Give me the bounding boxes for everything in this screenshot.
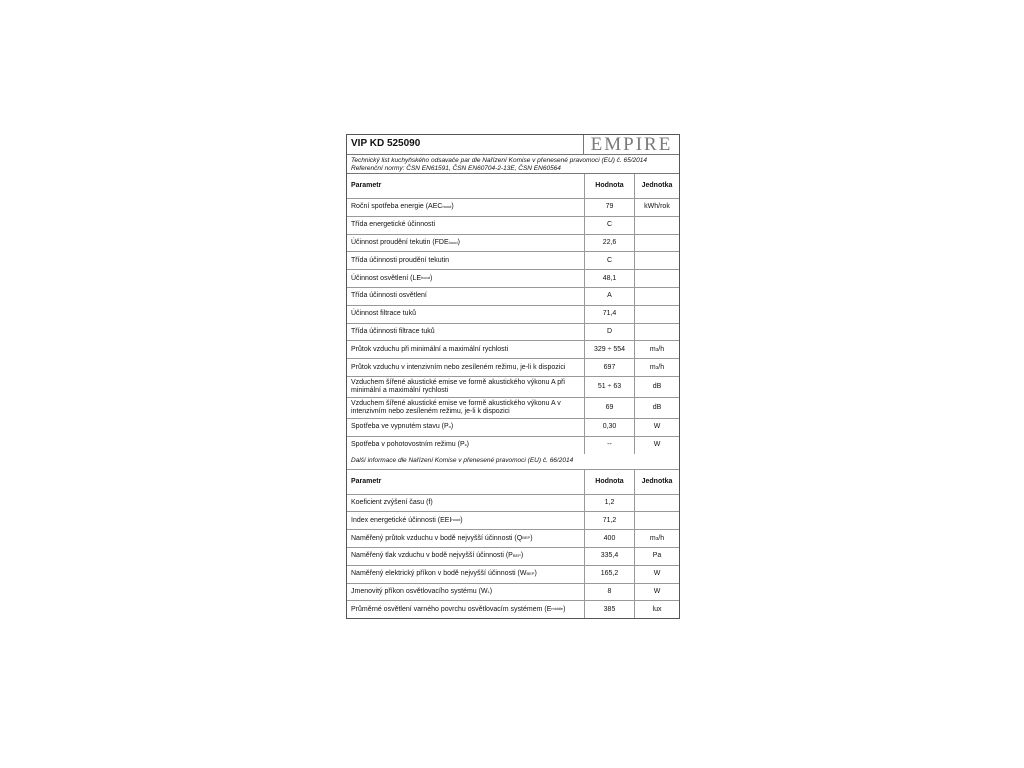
parameter-label: Roční spotřeba energie (AEC [351,203,443,211]
parameter-cell [347,601,585,618]
parameter-label: Vzduchem šířené akustické emise ve formě akustického výkonu A v intenzivním nebo zesíleném režimu, je-li k dispozici [351,399,561,415]
parameter-cell [347,548,585,565]
additional-info-line: Další informace dle Nařízení Komise v přenesené pravomoci (EU) č. 66/2014 [347,454,679,470]
parameter-cell [347,217,585,234]
col-unit-header: Jednotka [641,477,673,485]
parameter-cell [347,270,585,287]
parameter-cell [347,324,585,341]
parameter-label: Účinnost osvětlení (LE [351,274,422,282]
parameter-label: Třída energetické účinnosti [351,221,436,229]
parameter-cell [347,288,585,305]
table-row [347,566,679,584]
unit-cell: W [653,587,661,595]
parameter-cell [347,199,585,216]
parameter-subscript: L [487,588,490,594]
value-cell: 22,6 [585,235,635,252]
unit-cell: kWh/rok [644,203,670,211]
unit-cell [635,270,679,287]
unit-cell: dB [652,403,662,411]
value-cell: 329 ÷ 554 [585,341,635,358]
parameter-label: Jmenovitý příkon osvětlovacího systému (W [351,587,488,595]
table-row [347,512,679,530]
regulation-line: Technický list kuchyňského odsavače par dle Nařízení Komise v přenesené pravomoci (EU) č. 65/2014 [351,157,648,164]
parameter-subscript: BEP [526,570,535,576]
table1-header [347,174,679,199]
parameter-cell [347,530,585,547]
parameter-tail: ) [489,587,493,595]
value-cell: D [585,324,635,341]
unit-cell [635,324,679,341]
standards-line: Referenční normy: ČSN EN61591, ČSN EN60704-2-13E, ČSN EN60564 [351,165,561,172]
brand-logo: EMPIRE [590,133,673,155]
unit-cell [635,288,679,305]
table2-header [347,470,679,495]
parameter-label: Spotřeba v pohotovostním režimu (P [351,441,465,449]
parameter-subscript: s [464,441,467,447]
parameter-subscript: middle [551,606,564,612]
value-cell: 385 [585,601,635,618]
parameter-tail: ) [429,274,433,282]
parameter-label: Průměrné osvětlení varného povrchu osvětlovacím systémem (E [351,605,552,613]
table1-body [347,199,679,454]
unit-cell [635,495,679,512]
parameter-subscript: o [448,424,451,430]
col-unit-header: Jednotka [641,181,673,189]
col-value-header: Hodnota [585,174,635,198]
parameter-cell [347,584,585,601]
value-cell: 51 ÷ 63 [585,377,635,397]
parameter-tail: ) [460,516,463,524]
parameter-label: Průtok vzduchu v intenzivním nebo zesíleném režimu, je-li k dispozici [351,363,566,371]
unit-superscript: 3 [655,535,659,541]
unit-cell: lux [652,605,662,613]
value-cell: 8 [585,584,635,601]
energy-datasheet [346,134,680,619]
parameter-label: Naměřený elektrický příkon v bodě nejvyšší účinnosti (W [351,570,527,578]
parameter-subscript: hood [451,517,461,523]
table-row [347,341,679,359]
parameter-cell [347,359,585,376]
value-cell: 69 [585,398,635,418]
parameter-cell [347,437,585,454]
parameter-label: Třída účinnosti proudění tekutin [351,256,450,264]
col-param-header: Parametr [347,470,585,494]
parameter-tail: ) [450,423,454,431]
parameter-tail: ) [530,534,533,542]
parameter-cell [347,252,585,269]
unit-superscript: 3 [655,364,659,370]
col-param-header: Parametr [347,174,585,198]
table-row [347,495,679,513]
parameter-label: Naměřený tlak vzduchu v bodě nejvyšší účinnosti (P [351,552,513,560]
value-cell: C [585,252,635,269]
parameter-tail: ) [451,203,454,211]
parameter-cell [347,566,585,583]
parameter-label: Koeficient zvýšení času (f) [351,498,433,506]
parameter-subscript: BEP [522,535,531,541]
parameter-tail: ) [466,441,469,449]
parameter-cell [347,398,585,418]
table-row [347,288,679,306]
parameter-label: Spotřeba ve vypnutém stavu (P [351,423,449,431]
unit-cell: m 3 /h [649,363,665,371]
value-cell: 71,4 [585,306,635,323]
col-value-header: Hodnota [585,470,635,494]
model-code: VIP KD 525090 [347,135,584,154]
table-row [347,584,679,602]
parameter-label: Třída účinnosti filtrace tuků [351,327,435,335]
unit-superscript: 3 [655,347,659,353]
value-cell: 71,2 [585,512,635,529]
value-cell: 0,30 [585,419,635,436]
unit-cell: W [653,441,661,449]
parameter-subscript: hood [442,204,452,210]
table-row [347,199,679,217]
table-row [347,437,679,454]
parameter-cell [347,512,585,529]
parameter-tail: ) [520,552,524,560]
unit-cell [635,217,679,234]
unit-cell [635,252,679,269]
parameter-tail: ) [457,238,460,246]
value-cell: -- [585,437,635,454]
table2-body [347,495,679,619]
parameter-cell [347,341,585,358]
value-cell: 697 [585,359,635,376]
unit-cell: m 3 /h [649,534,665,542]
unit-cell [635,235,679,252]
parameter-label: Účinnost proudění tekutin (FDE [351,238,449,246]
table-row [347,324,679,342]
parameter-tail: ) [563,605,566,613]
table-row [347,235,679,253]
table-row [347,419,679,437]
value-cell: 48,1 [585,270,635,287]
unit-cell: W [653,423,661,431]
parameter-subscript: BEP [512,553,521,559]
unit-cell [635,512,679,529]
parameter-label: Vzduchem šířené akustické emise ve formě akustického výkonu A při minimální a maximální rychlosti [351,378,565,394]
parameter-tail: ) [534,570,537,578]
table-row [347,270,679,288]
table-row [347,398,679,419]
regulation-reference [347,155,679,174]
parameter-label: Třída účinnosti osvětlení [351,292,427,300]
value-cell: 79 [585,199,635,216]
parameter-label: Naměřený průtok vzduchu v bodě nejvyšší účinnosti (Q [351,534,523,542]
parameter-cell [347,377,585,397]
value-cell: 400 [585,530,635,547]
parameter-subscript: hood [421,275,430,281]
table-row [347,306,679,324]
unit-cell: W [653,570,661,578]
unit-cell [635,306,679,323]
unit-cell: m 3 /h [649,345,665,353]
table-row [347,217,679,235]
parameter-subscript: hood [448,239,458,245]
title-row [347,135,679,155]
value-cell: 165,2 [585,566,635,583]
parameter-cell [347,306,585,323]
parameter-cell [347,235,585,252]
parameter-label: Průtok vzduchu při minimální a maximální rychlosti [351,345,509,353]
parameter-cell [347,419,585,436]
unit-cell: dB [652,382,662,390]
table-row [347,377,679,398]
parameter-label: Účinnost filtrace tuků [351,310,416,318]
table-row [347,359,679,377]
unit-cell: Pa [652,552,662,560]
parameter-cell [347,495,585,512]
table-row [347,530,679,548]
value-cell: A [585,288,635,305]
table-row [347,252,679,270]
parameter-label: Index energetické účinnosti (EEI [351,516,452,524]
value-cell: 1,2 [585,495,635,512]
value-cell: C [585,217,635,234]
table-row [347,548,679,566]
table-row [347,601,679,618]
value-cell: 335,4 [585,548,635,565]
